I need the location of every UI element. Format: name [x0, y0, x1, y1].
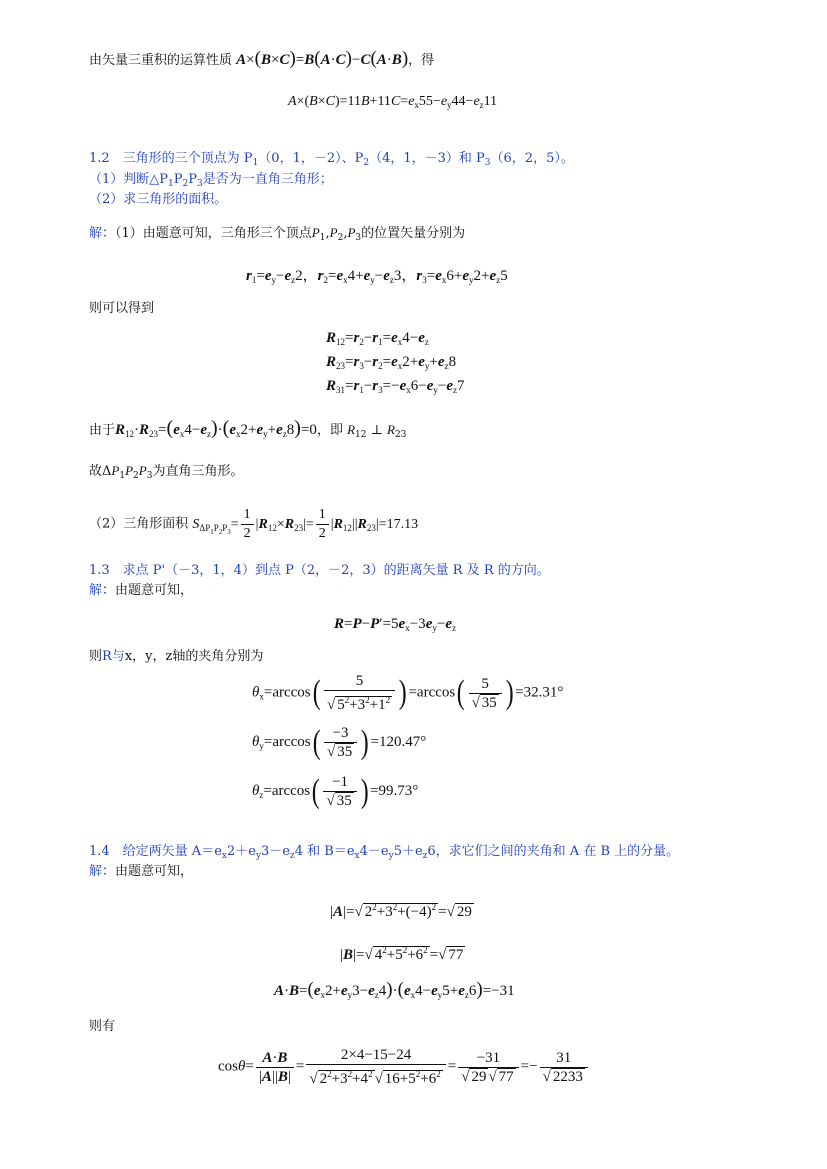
dot-product-equation: $R_{12}\cdot R_{23}=(e_x4-e_z)\cdot(e_x2+e_y+e_z8)=0$ [115, 417, 317, 439]
problem-1-3-title: 1.3 求点 P'（－3，1，4）到点 P（2，－2，3）的距离矢量 R 及 R 的方向。 [89, 563, 550, 578]
solution-1-2-intro: 解：（1）由题意可知，三角形三个顶点$P_1,P_2,P_3$的位置矢量分别为 [89, 225, 466, 243]
intro-text: 由矢量三重积的运算性质 [89, 53, 233, 68]
magnitude-B-equation: |B|=√ $4^2+5^2+6^2$ =√ 77 [340, 945, 464, 963]
magnitude-A-equation: |A|=√ $2^2+3^2+(-4)^2$ =√ 29 [330, 902, 472, 920]
triple-product-result: $A\times(B\times C)=11B+11C=e_x55-e_y44-e_z11$ [288, 94, 498, 110]
distance-vector-equation: $R=P-P'=5e_x-3e_y-e_z$ [334, 616, 456, 633]
solution-label: 解 [89, 226, 103, 241]
area-line: （2）三角形面积 $S_{\Delta P_1P_2P_3}=$ $\frac{1}{2}$ $|R_{12}\times R_{23}|=$ $\frac{1}{2}$ $|R_{12}||R_{23}|=17.13$ [89, 507, 419, 541]
problem-1-2-question-2: （2）求三角形的面积。 [89, 192, 228, 207]
triple-product-formula: A×(B×C)=B(A·C)−C(A·B) [236, 48, 409, 69]
problem-1-2-title: 1.2 三角形的三个顶点为 $P_1(0$，1，－2）、$P_2(4$，1，－3）和 $P_3(6$，2，5）。 [89, 151, 574, 168]
problem-1-2-question-1: （1）判断$\triangle P_1P_2P_3$是否为一直角三角形； [89, 172, 333, 189]
R31-equation: $R_{31}=r_1-r_3=-e_x6-e_y-e_z7$ [326, 378, 465, 395]
dot-product-line: 由于$R_{12}\cdot R_{23}=(e_x4-e_z)\cdot(e_x2+e_y+e_z8)=0$，即 $R_{12}$ ⊥ $R_{23}$ [89, 417, 407, 440]
right-triangle-conclusion: 故$\Delta P_1P_2P_3$为直角三角形。 [89, 463, 244, 481]
R12-equation: $R_{12}=r_2-r_1=e_x4-e_z$ [326, 330, 429, 347]
theta-y-equation: $\theta_y=\arccos$( $\frac{-3}{√ 35}$ ) =120.47° [252, 723, 427, 761]
position-vectors-equation: $r_1=e_y-e_z2$，$r_2=e_x4+e_y-e_z3$，$r_3=e_x6+e_y2+e_z5$ [246, 268, 508, 285]
R23-equation: $R_{23}=r_3-r_2=e_x2+e_y+e_z8$ [326, 354, 457, 371]
A-dot-B-equation: $A\cdot B=(e_x2+e_y3-e_z4)\cdot(e_x4-e_y5+e_z6)=-31$ [274, 979, 515, 1000]
then-can-get: 则可以得到 [89, 301, 155, 316]
cos-theta-equation: cosθ= $\frac{A\cdot B}{|A||B|}$ = $\frac{2\times 4-15-24}{√ 2^2+3^2+4^2 √ 16+5^2+6^2}$ = $\frac{-31}{√ 29 √ 77}$ =− $\frac{31}{√ 2233}$ [218, 1046, 590, 1088]
intro-tail: ，得 [408, 53, 435, 68]
theta-z-equation: $\theta_z=\arccos$( $\frac{-1}{√ 35}$ ) =99.73° [252, 772, 419, 810]
area-equation: $S_{\Delta P_1P_2P_3}=$ $\frac{1}{2}$ $|R_{12}\times R_{23}|=$ $\frac{1}{2}$ $|R_{12}||R_{23}|=17.13$ [192, 507, 419, 541]
angles-intro: 则R与x，y，z轴的夹角分别为 [89, 649, 264, 664]
problem-1-4-title: 1.4 给定两矢量 $A=e_x2+e_y3-e_z4$ 和 $B=e_x4-e_y5+e_z6$，求它们之间的夹角和 A 在 B 上的分量。 [89, 844, 680, 861]
intro-line [89, 49, 434, 70]
then-have: 则有 [89, 1019, 116, 1034]
solution-1-4-intro: 解：由题意可知， [89, 864, 194, 879]
theta-x-equation: $\theta_x=\arccos$( $\frac{5}{√ 5^2+3^2+1^2}$ ) =arccos( $\frac{5}{√ 35}$ ) =32.31° [252, 673, 564, 713]
solution-1-3-intro: 解：由题意可知， [89, 583, 194, 598]
